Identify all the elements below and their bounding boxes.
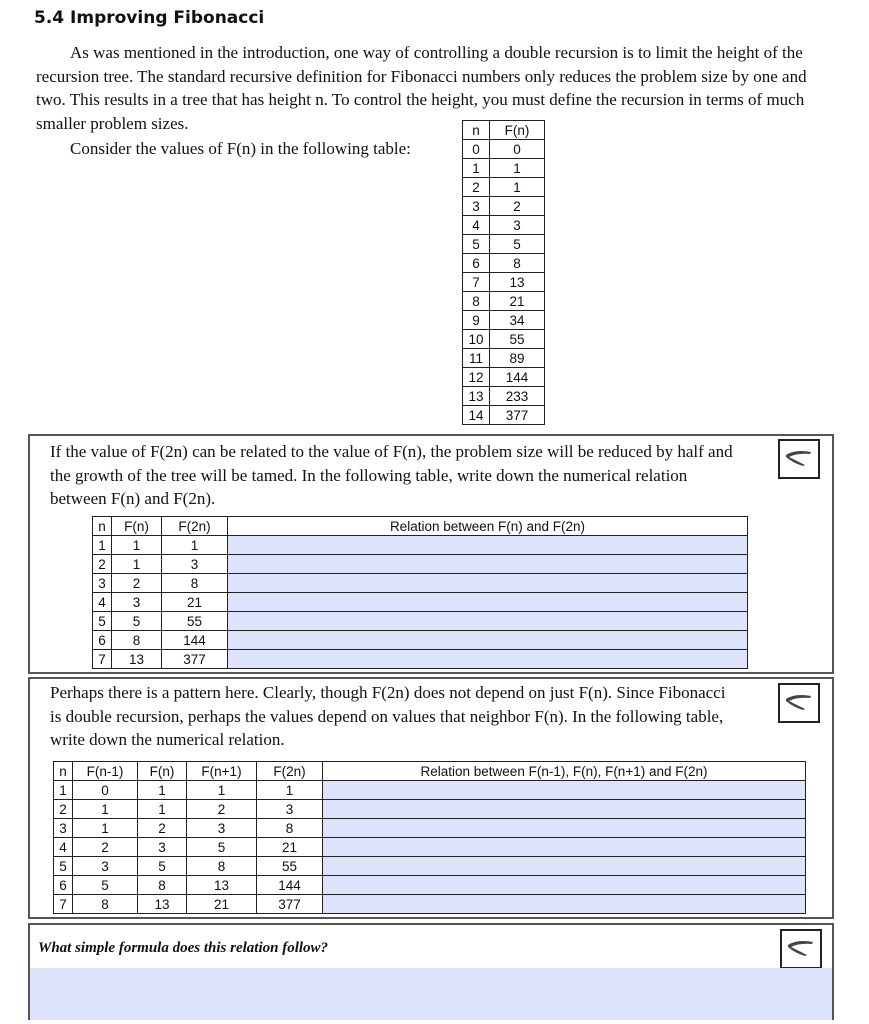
table-cell: 3 bbox=[490, 216, 545, 235]
table-cell: 8 bbox=[112, 631, 162, 650]
table-cell: 13 bbox=[187, 876, 257, 895]
table-cell: 1 bbox=[54, 781, 73, 800]
table-cell: 3 bbox=[93, 574, 112, 593]
table-cell: 21 bbox=[187, 895, 257, 914]
table-cell: 4 bbox=[54, 838, 73, 857]
column-header: F(n) bbox=[490, 121, 545, 140]
table-cell: 2 bbox=[112, 574, 162, 593]
table-cell: 55 bbox=[257, 857, 323, 876]
table-row bbox=[463, 292, 545, 311]
relation-input-cell[interactable] bbox=[228, 612, 748, 631]
table-cell: 3 bbox=[187, 819, 257, 838]
table-cell: 1 bbox=[490, 178, 545, 197]
table-row bbox=[463, 368, 545, 387]
table-cell: 5 bbox=[73, 876, 138, 895]
table-cell: 8 bbox=[162, 574, 228, 593]
table-cell: 5 bbox=[93, 612, 112, 631]
table-cell: 2 bbox=[490, 197, 545, 216]
table-cell: 377 bbox=[257, 895, 323, 914]
formula-answer-field[interactable] bbox=[30, 968, 832, 1020]
column-header: Relation between F(n-1), F(n), F(n+1) and F(2n) bbox=[323, 762, 806, 781]
table-cell: 1 bbox=[463, 159, 490, 178]
table-row bbox=[54, 800, 806, 819]
table-cell: 0 bbox=[463, 140, 490, 159]
relation-table-2 bbox=[53, 761, 806, 914]
table-cell: 1 bbox=[490, 159, 545, 178]
intro-paragraph: As was mentioned in the introduction, one way of controlling a double recursion is to limit the height of the recursion tree. The standard recursive definition for Fibonacci numbers only reduces the problem size by one and two. This results in a tree that has height n. To control the height, you must define the recursion in terms of much smaller problem sizes. bbox=[36, 43, 807, 133]
table-cell: 7 bbox=[54, 895, 73, 914]
relation-input-cell[interactable] bbox=[323, 857, 806, 876]
table-cell: 5 bbox=[463, 235, 490, 254]
table-cell: 21 bbox=[490, 292, 545, 311]
pencil-icon bbox=[783, 445, 815, 474]
table-cell: 55 bbox=[162, 612, 228, 631]
table-row bbox=[463, 235, 545, 254]
table-cell: 11 bbox=[463, 349, 490, 368]
relation-input-cell[interactable] bbox=[228, 574, 748, 593]
table-cell: 9 bbox=[463, 311, 490, 330]
table-row bbox=[93, 593, 748, 612]
column-header: F(n+1) bbox=[187, 762, 257, 781]
table-row bbox=[93, 574, 748, 593]
table-cell: 12 bbox=[463, 368, 490, 387]
table-row bbox=[463, 178, 545, 197]
table-cell: 34 bbox=[490, 311, 545, 330]
table-row bbox=[54, 819, 806, 838]
table-cell: 13 bbox=[463, 387, 490, 406]
table-row bbox=[463, 159, 545, 178]
table-row bbox=[93, 650, 748, 669]
table-row bbox=[463, 406, 545, 425]
edit-pencil-button[interactable] bbox=[778, 439, 820, 479]
table-cell: 144 bbox=[257, 876, 323, 895]
table-row bbox=[463, 330, 545, 349]
section-title: 5.4 Improving Fibonacci bbox=[34, 8, 265, 28]
edit-pencil-button[interactable] bbox=[780, 929, 822, 969]
table-cell: 1 bbox=[73, 819, 138, 838]
table-cell: 1 bbox=[93, 536, 112, 555]
header-row bbox=[93, 517, 748, 536]
table-cell: 21 bbox=[162, 593, 228, 612]
section-text: If the value of F(2n) can be related to the value of F(n), the problem size will be reduced by half and the growth of the tree will be tamed. In the following table, write down the numerical relation between F(n) and F(2n). bbox=[50, 442, 733, 508]
column-header: F(n-1) bbox=[73, 762, 138, 781]
table-row bbox=[54, 857, 806, 876]
table-cell: 1 bbox=[257, 781, 323, 800]
table-cell: 144 bbox=[162, 631, 228, 650]
table-cell: 1 bbox=[138, 800, 187, 819]
table-cell: 4 bbox=[93, 593, 112, 612]
table-cell: 377 bbox=[490, 406, 545, 425]
table-cell: 13 bbox=[490, 273, 545, 292]
table-cell: 6 bbox=[54, 876, 73, 895]
table-cell: 3 bbox=[112, 593, 162, 612]
relation-input-cell[interactable] bbox=[323, 800, 806, 819]
table-row bbox=[54, 838, 806, 857]
table-cell: 1 bbox=[138, 781, 187, 800]
header-row bbox=[463, 121, 545, 140]
table-row bbox=[463, 349, 545, 368]
table-cell: 55 bbox=[490, 330, 545, 349]
table-row bbox=[93, 631, 748, 650]
table-cell: 0 bbox=[73, 781, 138, 800]
consider-text: Consider the values of F(n) in the following table: bbox=[70, 139, 411, 158]
table-cell: 144 bbox=[490, 368, 545, 387]
table-cell: 3 bbox=[73, 857, 138, 876]
relation-input-cell[interactable] bbox=[323, 895, 806, 914]
edit-pencil-button[interactable] bbox=[778, 683, 820, 723]
table-cell: 13 bbox=[138, 895, 187, 914]
relation-input-cell[interactable] bbox=[323, 819, 806, 838]
table-cell: 89 bbox=[490, 349, 545, 368]
table-cell: 2 bbox=[73, 838, 138, 857]
table-cell: 2 bbox=[463, 178, 490, 197]
question-text: What simple formula does this relation follow? bbox=[38, 940, 329, 956]
table-row bbox=[463, 140, 545, 159]
pencil-icon bbox=[785, 935, 817, 964]
table-row bbox=[93, 536, 748, 555]
table-cell: 1 bbox=[73, 800, 138, 819]
table-cell: 377 bbox=[162, 650, 228, 669]
table-cell: 2 bbox=[138, 819, 187, 838]
relation-input-cell[interactable] bbox=[323, 838, 806, 857]
section-text: Perhaps there is a pattern here. Clearly, though F(2n) does not depend on just F(n). Since Fibonacci is double recursion, perhaps the values depend on values that neighbor F(n). In the following table, write down the numerical relation. bbox=[50, 683, 726, 749]
table-cell: 3 bbox=[54, 819, 73, 838]
table-cell: 2 bbox=[187, 800, 257, 819]
table-row bbox=[463, 197, 545, 216]
table-cell: 6 bbox=[463, 254, 490, 273]
table-cell: 2 bbox=[93, 555, 112, 574]
table-cell: 21 bbox=[257, 838, 323, 857]
table-cell: 7 bbox=[463, 273, 490, 292]
table-row bbox=[93, 555, 748, 574]
table-cell: 233 bbox=[490, 387, 545, 406]
column-header: F(2n) bbox=[162, 517, 228, 536]
column-header: Relation between F(n) and F(2n) bbox=[228, 517, 748, 536]
table-row bbox=[463, 387, 545, 406]
relation-input-cell[interactable] bbox=[228, 555, 748, 574]
table-cell: 8 bbox=[187, 857, 257, 876]
table-cell: 1 bbox=[187, 781, 257, 800]
table-row bbox=[463, 273, 545, 292]
table-cell: 5 bbox=[54, 857, 73, 876]
column-header: F(2n) bbox=[257, 762, 323, 781]
table-cell: 1 bbox=[162, 536, 228, 555]
table-cell: 8 bbox=[463, 292, 490, 311]
relation-input-cell[interactable] bbox=[228, 593, 748, 612]
table-cell: 8 bbox=[257, 819, 323, 838]
table-cell: 13 bbox=[112, 650, 162, 669]
table-cell: 0 bbox=[490, 140, 545, 159]
table-cell: 5 bbox=[490, 235, 545, 254]
table-cell: 10 bbox=[463, 330, 490, 349]
column-header: n bbox=[93, 517, 112, 536]
table-cell: 5 bbox=[138, 857, 187, 876]
table-cell: 8 bbox=[138, 876, 187, 895]
pencil-icon bbox=[783, 689, 815, 718]
table-cell: 1 bbox=[112, 555, 162, 574]
table-cell: 8 bbox=[490, 254, 545, 273]
table-cell: 5 bbox=[187, 838, 257, 857]
relation-input-cell[interactable] bbox=[323, 781, 806, 800]
column-header: F(n) bbox=[112, 517, 162, 536]
column-header: F(n) bbox=[138, 762, 187, 781]
relation-input-cell[interactable] bbox=[228, 536, 748, 555]
table-row bbox=[463, 311, 545, 330]
fibonacci-table bbox=[462, 120, 545, 425]
table-cell: 7 bbox=[93, 650, 112, 669]
relation-input-cell[interactable] bbox=[228, 650, 748, 669]
table-row bbox=[54, 895, 806, 914]
column-header: n bbox=[54, 762, 73, 781]
relation-input-cell[interactable] bbox=[228, 631, 748, 650]
table-cell: 3 bbox=[257, 800, 323, 819]
table-row bbox=[54, 876, 806, 895]
table-cell: 4 bbox=[463, 216, 490, 235]
relation-input-cell[interactable] bbox=[323, 876, 806, 895]
table-cell: 2 bbox=[54, 800, 73, 819]
table-cell: 3 bbox=[138, 838, 187, 857]
table-cell: 8 bbox=[73, 895, 138, 914]
table-row bbox=[54, 781, 806, 800]
relation-table-1 bbox=[92, 516, 748, 669]
column-header: n bbox=[463, 121, 490, 140]
table-cell: 1 bbox=[112, 536, 162, 555]
table-row bbox=[93, 612, 748, 631]
header-row bbox=[54, 762, 806, 781]
table-cell: 14 bbox=[463, 406, 490, 425]
table-cell: 5 bbox=[112, 612, 162, 631]
table-cell: 6 bbox=[93, 631, 112, 650]
formula-question-section bbox=[28, 923, 834, 1020]
table-cell: 3 bbox=[463, 197, 490, 216]
table-row bbox=[463, 216, 545, 235]
table-row bbox=[463, 254, 545, 273]
table-cell: 3 bbox=[162, 555, 228, 574]
